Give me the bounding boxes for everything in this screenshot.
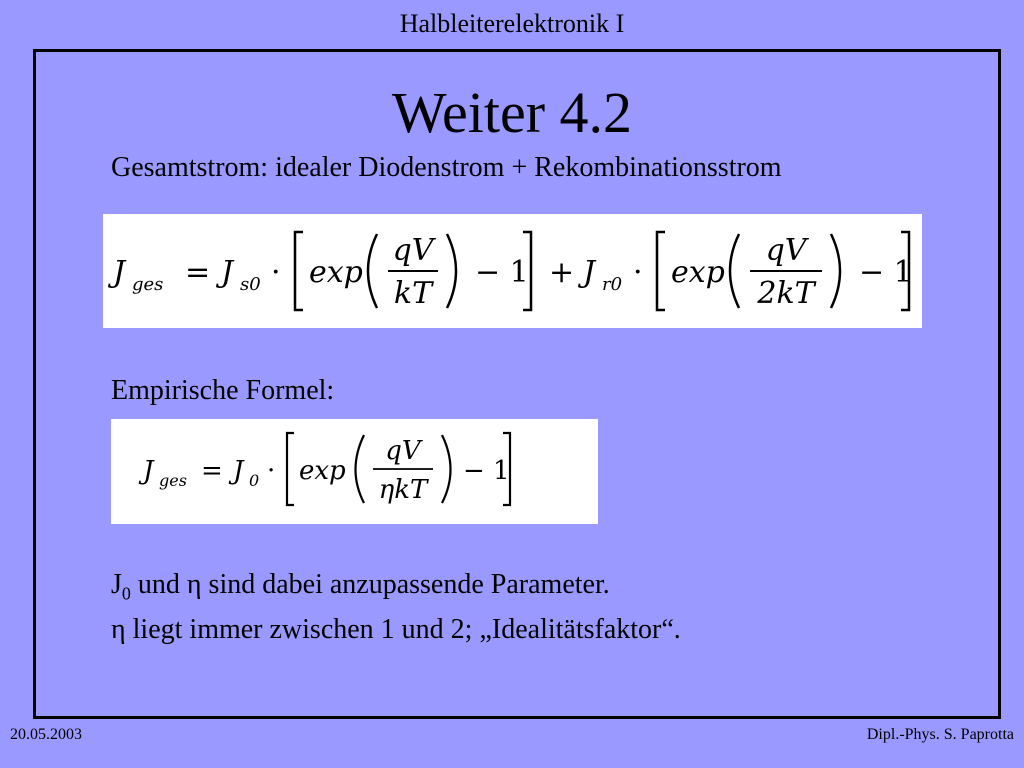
- formula-empirical-coef: J: [233, 456, 244, 486]
- formula-empirical-paren-left: [356, 435, 365, 503]
- formula-total-exp1: exp: [309, 255, 363, 290]
- param-line-1-subscript: 0: [121, 583, 131, 604]
- slide-title: Weiter 4.2: [391, 80, 633, 145]
- formula-total-minus1: − 1: [475, 255, 529, 290]
- formula-total-minus2: − 1: [859, 255, 913, 290]
- formula-total-equals: =: [185, 255, 211, 290]
- formula-empirical-equals: =: [201, 456, 223, 486]
- formula-total-lhs: J: [113, 255, 126, 290]
- param-line-1: [111, 568, 610, 611]
- formula-total-num2: qV: [765, 233, 807, 268]
- formula-empirical-coef-sub: 0: [249, 471, 260, 490]
- param-line-1-rest: und η sind dabei anzupassende Parameter.: [130, 569, 610, 600]
- footer-date: 20.05.2003: [10, 726, 82, 743]
- footer-author: Dipl.-Phys. S. Paprotta: [866, 726, 1014, 743]
- formula-total-dot1: ·: [271, 255, 281, 290]
- formula-total-bracket1-left: [295, 232, 303, 310]
- formula-total-term1-coef-sub: s0: [240, 274, 261, 295]
- formula-total-lhs-sub: ges: [132, 274, 164, 295]
- formula-empirical-lhs-sub: ges: [159, 471, 187, 490]
- formula-empirical-exp: exp: [299, 456, 346, 486]
- formula-empirical-den: ηkT: [378, 475, 428, 505]
- course-title: Halbleiterelektronik I: [399, 9, 625, 38]
- formula-total-paren1-right: [447, 234, 456, 308]
- param-line-2: η liegt immer zwischen 1 und 2; „Idealitätsfaktor“.: [111, 614, 681, 645]
- formula-empirical-box: [111, 419, 598, 524]
- empirical-label: Empirische Formel:: [111, 375, 335, 406]
- formula-empirical-num: qV: [385, 436, 421, 466]
- param-line-1-j: J: [111, 569, 122, 600]
- formula-total-bracket2-left: [657, 232, 665, 310]
- formula-total-num1: qV: [392, 233, 434, 268]
- formula-total-den1: kT: [393, 276, 433, 311]
- formula-total-term2-coef-sub: r0: [602, 274, 623, 295]
- formula-empirical-paren-right: [442, 435, 451, 503]
- formula-total: [103, 214, 922, 328]
- formula-empirical: [111, 419, 598, 524]
- formula-total-dot2: ·: [633, 255, 643, 290]
- formula-empirical-minus: − 1: [463, 456, 510, 486]
- formula-total-plus: +: [549, 255, 575, 290]
- formula-total-paren1-left: [368, 234, 377, 308]
- intro-text: Gesamtstrom: idealer Diodenstrom + Rekombinationsstrom: [111, 152, 782, 183]
- formula-total-term2-coef: J: [583, 255, 596, 290]
- formula-total-term1-coef: J: [221, 255, 234, 290]
- formula-total-box: [103, 214, 922, 328]
- formula-total-den2: 2kT: [757, 276, 815, 311]
- formula-empirical-dot: ·: [267, 456, 276, 486]
- formula-empirical-bracket-left: [287, 433, 294, 505]
- formula-total-paren2-right: [831, 234, 840, 308]
- formula-empirical-lhs: J: [143, 456, 154, 486]
- formula-total-exp2: exp: [671, 255, 725, 290]
- formula-total-paren2-left: [730, 234, 739, 308]
